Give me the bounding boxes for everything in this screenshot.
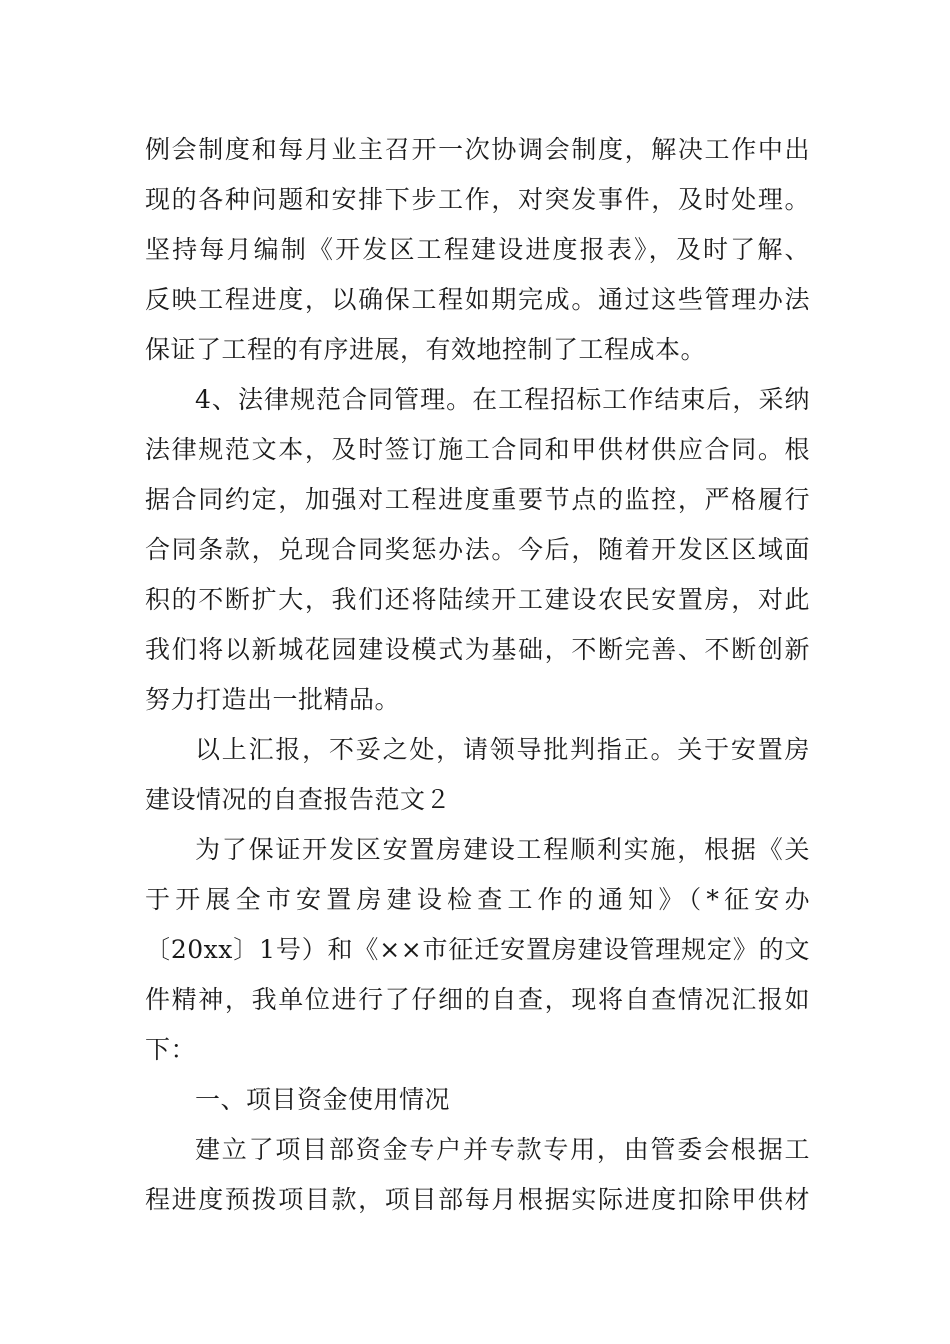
text-line: 我们将以新城花园建设模式为基础，不断完善、不断创新 bbox=[145, 635, 810, 664]
text-line: 积的不断扩大，我们还将陆续开工建设农民安置房，对此 bbox=[145, 585, 810, 614]
text-line: 件精神，我单位进行了仔细的自查，现将自查情况汇报如 bbox=[145, 985, 810, 1014]
text-line: 建立了项目部资金专户并专款专用，由管委会根据工 bbox=[195, 1135, 810, 1164]
text-line: 例会制度和每月业主召开一次协调会制度，解决工作中出 bbox=[145, 135, 810, 164]
text-line: 坚持每月编制《开发区工程建设进度报表》，及时了解、 bbox=[145, 235, 810, 264]
section-heading: 一、项目资金使用情况 bbox=[195, 1085, 451, 1114]
text-line: 据合同约定，加强对工程进度重要节点的监控，严格履行 bbox=[145, 485, 810, 514]
text-line: 保证了工程的有序进展，有效地控制了工程成本。 bbox=[145, 335, 707, 364]
text-line: 现的各种问题和安排下步工作，对突发事件，及时处理。 bbox=[145, 185, 810, 214]
text-line: 于开展全市安置房建设检查工作的通知》（*征安办 bbox=[145, 885, 810, 914]
text-line: 建设情况的自查报告范文２ bbox=[145, 785, 452, 814]
text-line: 反映工程进度，以确保工程如期完成。通过这些管理办法 bbox=[145, 285, 810, 314]
text-line: 合同条款，兑现合同奖惩办法。今后，随着开发区区域面 bbox=[145, 535, 810, 564]
text-line: 4、法律规范合同管理。在工程招标工作结束后，采纳 bbox=[195, 385, 810, 414]
text-line: 〔20xx〕1号）和《××市征迁安置房建设管理规定》的文 bbox=[145, 935, 810, 964]
text-line: 努力打造出一批精品。 bbox=[145, 685, 401, 714]
text-line: 下： bbox=[145, 1035, 197, 1064]
text-line: 法律规范文本，及时签订施工合同和甲供材供应合同。根 bbox=[145, 435, 810, 464]
text-line: 以上汇报，不妥之处，请领导批判指正。关于安置房 bbox=[195, 735, 810, 764]
text-line: 程进度预拨项目款，项目部每月根据实际进度扣除甲供材 bbox=[145, 1185, 810, 1214]
text-line: 为了保证开发区安置房建设工程顺利实施，根据《关 bbox=[195, 835, 810, 864]
